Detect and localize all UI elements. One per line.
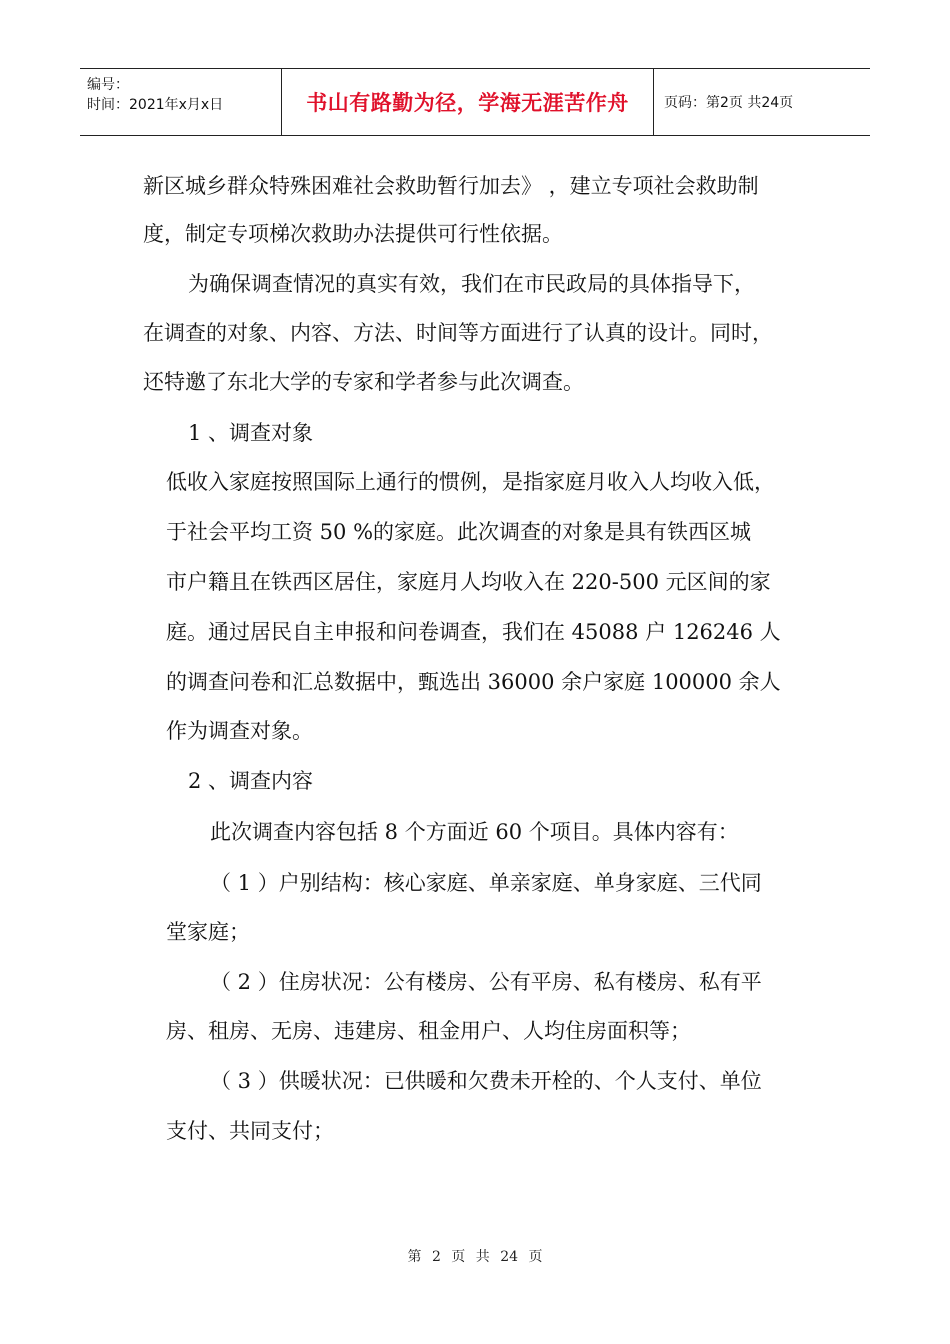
body-text-line: 新区城乡群众特殊困难社会救助暂行加去》 ，建立专项社会救助制: [143, 174, 759, 198]
header-page-cell: [654, 69, 870, 135]
section-heading: 1 、调查对象: [188, 421, 314, 445]
body-text-line: 庭。通过居民自主申报和问卷调查，我们在 45088 户 126246 人: [166, 620, 781, 644]
body-text-line: 作为调查对象。: [166, 719, 313, 743]
header-meta-cell: [80, 69, 282, 135]
body-text-line: 支付、共同支付；: [166, 1119, 334, 1143]
body-text-line: 堂家庭；: [166, 920, 250, 944]
page-footer: 第 2 页 共 24 页: [407, 1249, 543, 1265]
document-number: 编号：: [87, 77, 129, 93]
body-text-line: 此次调查内容包括 8 个方面近 60 个项目。具体内容有：: [210, 820, 739, 844]
body-text-line: 低收入家庭按照国际上通行的惯例，是指家庭月收入人均收入低，: [166, 470, 775, 494]
header-page-info: 页码：第2页 共24页: [664, 95, 794, 111]
body-text-line: 房、租房、无房、违建房、租金用户、人均住房面积等；: [166, 1019, 691, 1043]
list-item: （ 3 ）供暖状况：已供暖和欠费未开栓的、个人支付、单位: [210, 1069, 762, 1093]
header-motto-cell: [282, 69, 654, 135]
header-motto: 书山有路勤为径，学海无涯苦作舟: [306, 91, 629, 115]
body-text-line: 的调查问卷和汇总数据中，甄选出 36000 余户家庭 100000 余人: [166, 670, 781, 694]
document-date: 时间：2021年x月x日: [87, 97, 224, 113]
list-item: （ 1 ）户别结构：核心家庭、单亲家庭、单身家庭、三代同: [210, 871, 762, 895]
page-header: [80, 68, 870, 136]
body-text-line: 于社会平均工资 50 %的家庭。此次调查的对象是具有铁西区城: [166, 520, 752, 544]
body-text-line: 还特邀了东北大学的专家和学者参与此次调查。: [143, 370, 584, 394]
body-text-line: 度，制定专项梯次救助办法提供可行性依据。: [143, 222, 563, 246]
body-text-line: 为确保调查情况的真实有效，我们在市民政局的具体指导下，: [188, 272, 755, 296]
body-text-line: 在调查的对象、内容、方法、时间等方面进行了认真的设计。同时，: [143, 321, 773, 345]
list-item: （ 2 ）住房状况：公有楼房、公有平房、私有楼房、私有平: [210, 970, 762, 994]
section-heading: 2 、调查内容: [188, 769, 314, 793]
body-text-line: 市户籍且在铁西区居住，家庭月人均收入在 220-500 元区间的家: [166, 570, 771, 594]
